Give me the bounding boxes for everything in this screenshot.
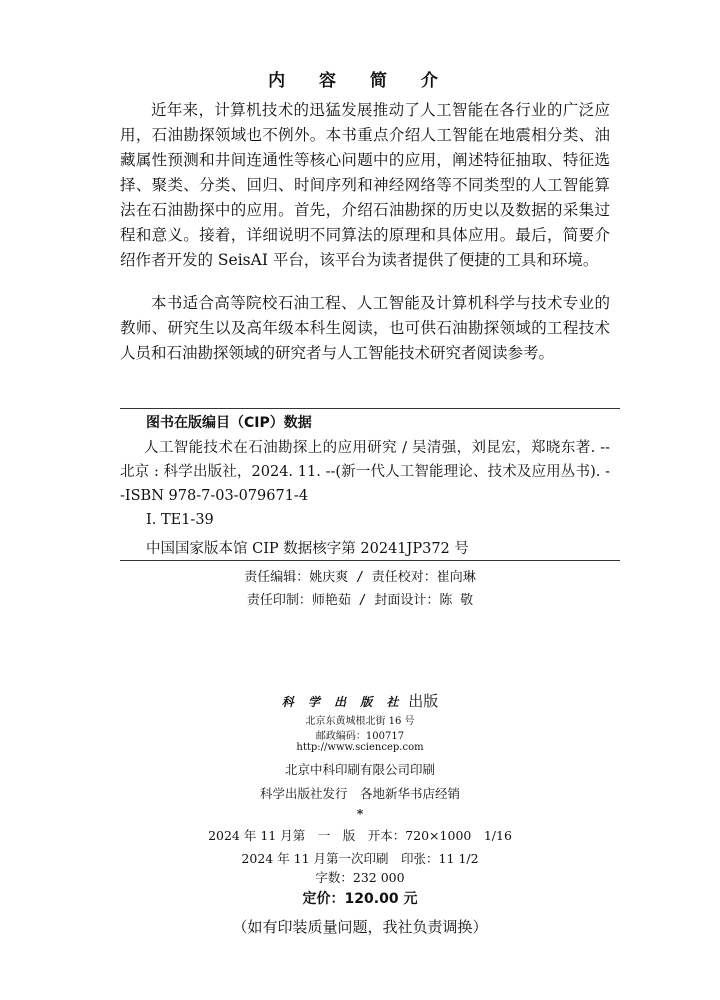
publisher-website: http://www.sciencep.com [296, 742, 424, 753]
intro-paragraph-2 [120, 291, 610, 366]
page-title: 内 容 简 介 [268, 71, 452, 91]
cip-heading: 图书在版编目（CIP）数据 [146, 415, 312, 431]
publisher-postcode: 邮政编码：100717 [315, 731, 405, 742]
publisher-logo: 科 学 出 版 社 [281, 695, 404, 709]
staff-line-editors: 责任编辑：姚庆爽 / 责任校对：崔向琳 [244, 570, 476, 585]
price: 定价：120.00 元 [302, 891, 418, 907]
intro-paragraph-1 [120, 98, 610, 273]
edition-info: 2024 年 11 月第 一 版 开本：720×1000 1/16 [208, 828, 512, 843]
intro-paragraph-2-text: 本书适合高等院校石油工程、人工智能及计算机科学与技术专业的教师、研究生以及高年级本科生阅读，也可供石油勘探领域的工程技术人员和石油勘探领域的研究者与人工智能技术研究者阅读参考。 [120, 294, 610, 362]
staff-line-production: 责任印制：师艳茹 / 封面设计：陈 敬 [246, 593, 474, 608]
cip-bottom-rule [120, 560, 620, 561]
publisher-name [0, 690, 720, 711]
separator: * [356, 806, 364, 821]
cip-number: 中国国家版本馆 CIP 数据核字第 20241JP372 号 [146, 541, 469, 557]
word-count: 字数：232 000 [315, 870, 405, 885]
cip-top-rule [120, 408, 620, 409]
printer: 北京中科印刷有限公司印刷 [284, 762, 435, 777]
cip-record-text: 人工智能技术在石油勘探上的应用研究 / 吴清强，刘昆宏，郑晓东著. --北京 : 科学出版社，2024. 11. --(新一代人工智能理论、技术及应用丛书). --ISBN 978-7-03-079671-4 [120, 440, 610, 504]
publisher-suffix: 出版 [408, 692, 439, 710]
publisher-address: 北京东黄城根北街 16 号 [305, 716, 415, 727]
quality-note: （如有印装质量问题，我社负责调换） [232, 918, 488, 936]
printing-info: 2024 年 11 月第一次印刷 印张：11 1/2 [241, 851, 479, 866]
intro-paragraph-1-text: 近年来，计算机技术的迅猛发展推动了人工智能在各行业的广泛应用，石油勘探领域也不例外。本书重点介绍人工智能在地震相分类、油藏属性预测和井间连通性等核心问题中的应用，阐述特征抽取、特征选择、聚类、分类、回归、时间序列和神经网络等不同类型的人工智能算法在石油勘探中的应用。首先，介绍石油勘探的历史以及数据的采集过程和意义。接着，详细说明不同算法的原理和具体应用。最后，简要介绍作者开发的 SeisAI 平台，该平台为读者提供了便捷的工具和环境。 [120, 101, 610, 269]
cip-classification: Ⅰ. TE1-39 [146, 512, 214, 528]
distribution: 科学出版社发行 各地新华书店经销 [259, 786, 460, 801]
cip-record [120, 436, 610, 508]
